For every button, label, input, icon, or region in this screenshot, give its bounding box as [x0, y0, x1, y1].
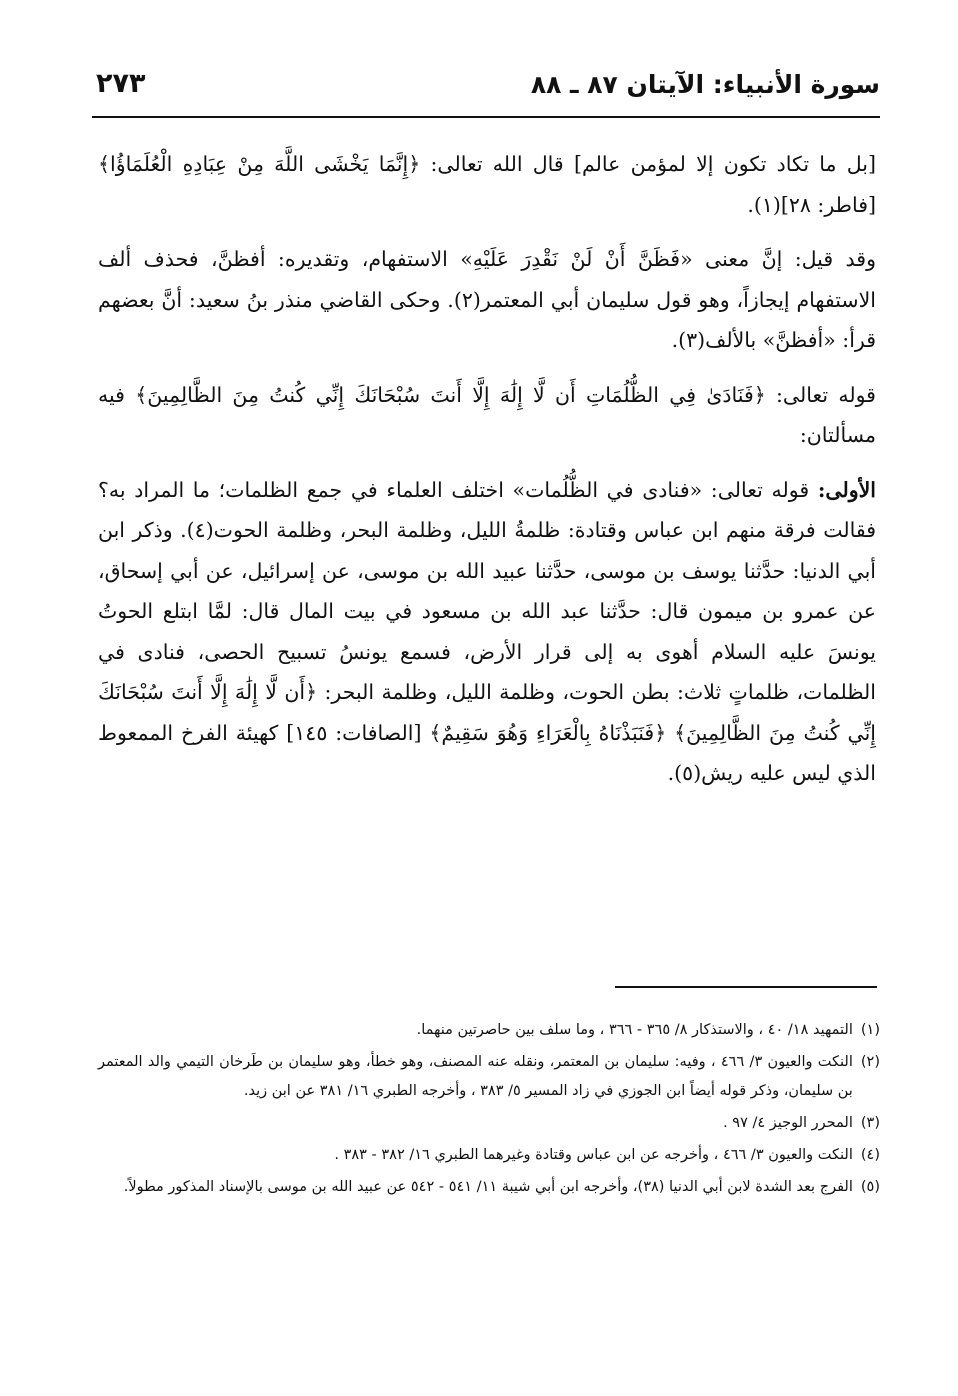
- footnote-text: المحرر الوجيز ٤/ ٩٧ .: [723, 1115, 853, 1131]
- footnote-text: التمهيد ١٨/ ٤٠ ، والاستذكار ٨/ ٣٦٥ - ٣٦٦ ، وما سلف بين حاصرتين منهما.: [416, 1022, 853, 1038]
- page-header: [92, 64, 880, 118]
- running-title: سورة الأنبياء: الآيتان ٨٧ ـ ٨٨: [530, 70, 880, 99]
- footnote-number: (٢): [860, 1054, 880, 1070]
- paragraph-1: [بل ما تكاد تكون إلا لمؤمن عالم] قال الله تعالى: ﴿إِنَّمَا يَخْشَى اللَّهَ مِنْ عِبَادِهِ الْعُلَمَاؤُا﴾ [فاطر: ٢٨](١).: [98, 152, 876, 217]
- footnote-2: [98, 1048, 880, 1106]
- footnote-text: الفرج بعد الشدة لابن أبي الدنيا (٣٨)، وأخرجه ابن أبي شيبة ١١/ ٥٤١ - ٥٤٢ عن عبيد الله بن موسى بالإسناد المذكور مطولاً.: [123, 1179, 853, 1195]
- paragraph-4-lead: الأولى:: [817, 477, 876, 502]
- footnote-number: (٣): [860, 1115, 880, 1131]
- footnote-1: [98, 1016, 880, 1045]
- paragraph-4-text: قوله تعالى: «فنادى في الظُّلُمات» اختلف العلماء في جمع الظلمات؛ ما المراد به؟ فقالت فرقة منهم ابن عباس وقتادة: ظلمةُ الليل، وظلمة البحر، وظلمة الحوت(٤). وذكر ابن أبي الدنيا: حدَّثنا يوسف بن موسى، حدَّثنا عبيد الله بن موسى، عن إسرائيل، عن أبي إسحاق، عن عمرو بن ميمون قال: حدَّثنا عبد الله بن مسعود في بيت المال قال: لمَّا ابتلع الحوتُ يونسَ عليه السلام أهوى به إلى قرار الأرض، فسمع يونسُ تسبيح الحصى، فنادى في الظلمات، ظلماتٍ ثلاث: بطن الحوت، وظلمة الليل، وظلمة البحر: ﴿أَن لَّا إِلَٰهَ إِلَّا أَنتَ سُبْحَانَكَ إِنِّي كُنتُ مِنَ الظَّالِمِينَ﴾ ﴿فَنَبَذْنَاهُ بِالْعَرَاءِ وَهُوَ سَقِيمٌ﴾ [الصافات: ١٤٥] كهيئة الفرخ الممعوط الذي ليس عليه ريش(٥).: [98, 477, 877, 785]
- footnote-separator: [615, 986, 877, 988]
- main-text: [98, 144, 876, 808]
- footnote-text: النكت والعيون ٣/ ٤٦٦ ، وفيه: سليمان بن المعتمر، ونقله عنه المصنف، وهو خطأ، وهو سليمان بن طَرخان التيمي والد المعتمر بن سليمان، وذكر قوله أيضاً ابن الجوزي في زاد المسير ٥/ ٣٨٣ ، وأخرجه الطبري ١٦/ ٣٨١ عن ابن زيد.: [98, 1054, 853, 1099]
- footnote-4: [98, 1141, 880, 1170]
- footnote-5: [98, 1173, 880, 1202]
- footnote-number: (٥): [860, 1179, 880, 1195]
- footnotes: [98, 1016, 880, 1205]
- paragraph-4: [98, 470, 876, 794]
- paragraph-2: وقد قيل: إنَّ معنى «فَظَنَّ أَنْ لَنْ نَقْدِرَ عَلَيْهِ» الاستفهام، وتقديره: أفظنَّ، فحذف ألف الاستفهام إيجازاً، وهو قول سليمان أبي المعتمر(٢). وحكى القاضي منذر بنُ سعيد: أنَّ بعضهم قرأ: «أفظنَّ» بالألف(٣).: [98, 247, 876, 352]
- page-number: ٢٧٣: [96, 68, 146, 99]
- footnote-text: النكت والعيون ٣/ ٤٦٦ ، وأخرجه عن ابن عباس وقتادة وغيرهما الطبري ١٦/ ٣٨٢ - ٣٨٣ .: [334, 1147, 853, 1163]
- paragraph-3: قوله تعالى: ﴿فَنَادَىٰ فِي الظُّلُمَاتِ أَن لَّا إِلَٰهَ إِلَّا أَنتَ سُبْحَانَكَ إِنِّي كُنتُ مِنَ الظَّالِمِينَ﴾ فيه مسألتان:: [98, 382, 876, 447]
- footnote-number: (٤): [860, 1147, 880, 1163]
- footnote-number: (١): [860, 1022, 880, 1038]
- footnote-3: [98, 1109, 880, 1138]
